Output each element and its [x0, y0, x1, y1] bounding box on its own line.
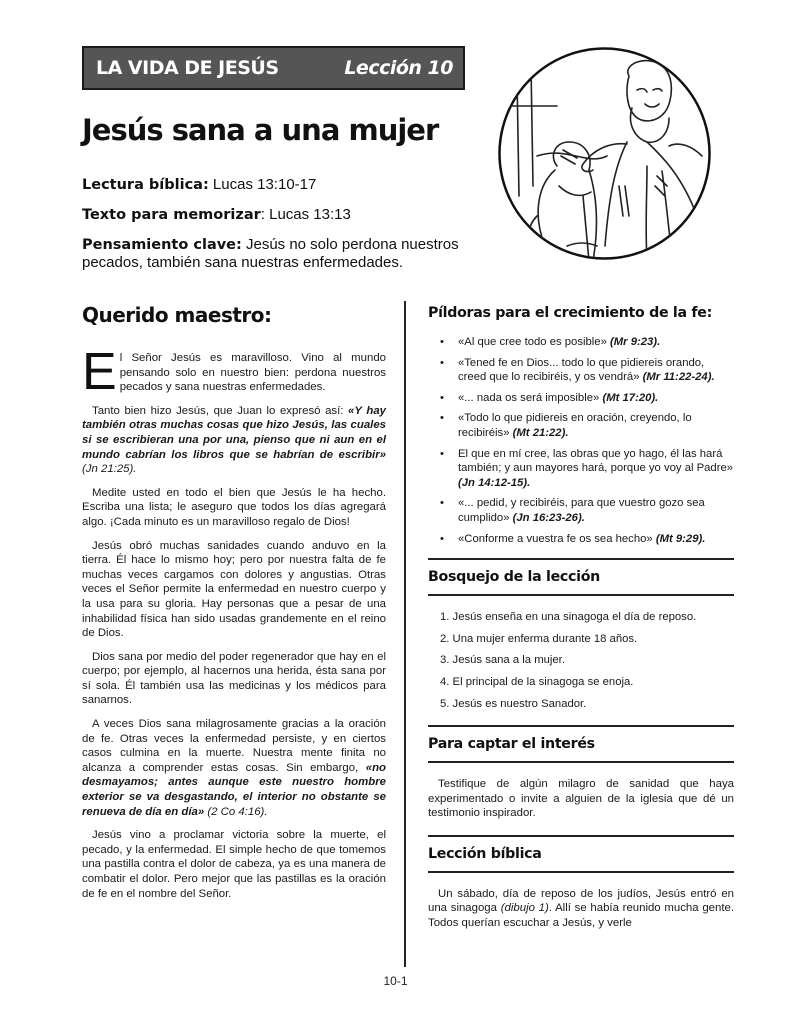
key-thought	[82, 236, 459, 271]
outline-item: 2. Una mujer enferma durante 18 años.	[440, 632, 638, 645]
memory-verse	[82, 206, 351, 224]
key-thought-line-2: pecados, también sana nuestras enfermedades.	[82, 254, 404, 271]
bible-lesson-heading: Lección bíblica	[428, 845, 542, 862]
page-title: Jesús sana a una mujer	[82, 113, 439, 147]
faith-pill-item	[428, 391, 734, 406]
paragraph-6-intro: A veces Dios sana milagrosamente gracias a la oración de fe. Otras veces la enfermedad persiste, y en ciertos casos culmina en la muerte. Nuestra mente finita no alcanza a comprender estas cosas. Sin embargo,	[82, 718, 386, 774]
outline-item: 3. Jesús sana a la mujer.	[440, 654, 565, 667]
bible-lesson-continued: . Allí se había reunido mucha gente. Todos querían escuchar a Jesús, y verle	[428, 902, 734, 930]
faith-pills-heading: Píldoras para el crecimiento de la fe:	[428, 305, 712, 321]
paragraph-1	[82, 343, 386, 401]
faith-pill-text: «Todo lo que pidiereis en oración, creyendo, lo recibiréis»	[458, 412, 692, 439]
series-title: LA VIDA DE JESÚS	[96, 57, 279, 79]
memory-verse-label: Texto para memorizar	[82, 207, 261, 223]
bullet-icon: •	[440, 412, 444, 425]
bible-reading-label: Lectura bíblica:	[82, 177, 209, 193]
section-rule	[428, 871, 734, 873]
faith-pill-ref: (Jn 16:23-26).	[512, 511, 585, 524]
section-rule	[428, 835, 734, 837]
bullet-icon: •	[440, 447, 444, 460]
paragraph-5: Dios sana por medio del poder regenerador que hay en el cuerpo; por ejemplo, al hacernos una herida, ésta sana por sí sola. Él también usa las medicinas y los médicos para sanarnos.	[82, 650, 386, 707]
faith-pill-ref: (Jn 14:12-15).	[458, 476, 531, 489]
faith-pill-item	[428, 532, 734, 547]
teacher-letter-heading: Querido maestro:	[82, 303, 272, 327]
faith-pill-ref: (Mr 9:23).	[609, 336, 661, 348]
bullet-icon: •	[440, 391, 444, 404]
paragraph-2	[82, 404, 386, 477]
faith-pill-item	[428, 447, 734, 491]
faith-pill-ref: (Mr 11:22-24).	[642, 371, 715, 384]
paragraph-7: Jesús vino a proclamar victoria sobre la muerte, el pecado, y la enfermedad. El simple hecho de que tomemos una pastilla contra el dolor de cabeza, ya es una manera de combatir el dolor. Pero mejor que las pastillas es la oración de fe en el nombre del Señor.	[82, 829, 386, 900]
outline-item: 5. Jesús es nuestro Sanador.	[440, 697, 587, 710]
faith-pill-ref: (Mt 9:29).	[655, 532, 706, 545]
lesson-number: Lección 10	[344, 57, 453, 79]
faith-pill-item	[428, 356, 734, 385]
bible-lesson-text	[428, 887, 734, 931]
faith-pill-ref: (Mt 17:20).	[602, 391, 659, 404]
column-divider	[404, 301, 406, 967]
drawing-ref: (dibujo 1)	[500, 902, 549, 915]
interest-heading: Para captar el interés	[428, 736, 595, 753]
outline-item: 1. Jesús enseña en una sinagoga el día de reposo.	[440, 611, 697, 624]
memory-verse-value: : Lucas 13:13	[260, 206, 351, 223]
outline-item: 4. El principal de la sinagoga se enoja.	[440, 675, 634, 688]
paragraph-2-quote: «Y hay también otras muchas cosas que hizo Jesús, las cuales si se escribieran una por una, pienso que ni aun en el mundo cabrían los libros que se habrían de escribir»	[82, 404, 386, 461]
section-rule	[428, 558, 734, 560]
bible-lesson-intro: Un sábado, día de reposo de los judíos, Jesús entró en una sinagoga	[428, 887, 734, 915]
paragraph-6-quote: «no desmayamos; antes aunque este nuestro hombre exterior se va desgastando, el interior no obstante se renueva de día en día»	[82, 761, 386, 818]
paragraph-6-ref: (2 Co 4:16).	[204, 805, 268, 818]
key-thought-label: Pensamiento clave:	[82, 237, 242, 253]
bible-reading	[82, 176, 316, 194]
paragraph-4: Jesús obró muchas sanidades cuando anduvo en la tierra. Él hace lo mismo hoy; pero por nuestra falta de fe muchas veces cargamos con dolores y angustias. Otras veces el Señor permite la enfermedad en nuestro cuerpo y la usa para su gloria. Hay personas que a pesar de una inhabilidad física han sido usadas grandemente en el reino de Dios.	[82, 539, 386, 640]
outline-heading: Bosquejo de la lección	[428, 569, 600, 586]
paragraph-2-intro: Tanto bien hizo Jesús, que Juan lo expresó así:	[92, 404, 349, 417]
paragraph-2-ref: (Jn 21:25).	[82, 463, 137, 476]
bullet-icon: •	[440, 356, 444, 369]
bullet-icon: •	[440, 336, 444, 348]
section-rule	[428, 725, 734, 727]
bullet-icon: •	[440, 497, 444, 510]
paragraph-6	[82, 717, 386, 819]
faith-pill-item	[428, 411, 734, 440]
bullet-icon: •	[440, 532, 444, 545]
faith-pill-item	[428, 335, 734, 350]
jesus-healing-woman-drawing-icon	[497, 46, 712, 261]
faith-pill-text: «... pedid, y recibiréis, para que vuestro gozo sea cumplido»	[458, 497, 705, 524]
paragraph-1-text: l Señor Jesús es maravilloso. Vino al mundo pensando solo en nuestro bien: perdona nuestros pecados y sana nuestras enfermedades.	[119, 352, 386, 394]
faith-pill-text: El que en mí cree, las obras que yo hago, él las hará también; y aun mayores hará, porque yo voy al Padre»	[458, 447, 734, 475]
faith-pill-text: «... nada os será imposible»	[458, 391, 603, 404]
series-banner	[82, 46, 465, 90]
faith-pill-ref: (Mt 21:22).	[512, 426, 569, 439]
faith-pill-text: «Tened fe en Dios... todo lo que pidiereis orando, creed que lo recibiréis, y os vendrá»	[458, 356, 705, 384]
teacher-letter	[82, 303, 386, 910]
sidebar-column	[428, 305, 734, 931]
section-rule	[428, 761, 734, 763]
drop-cap: E	[82, 343, 117, 401]
section-rule	[428, 594, 734, 596]
faith-pill-text: «Conforme a vuestra fe os sea hecho»	[458, 532, 656, 545]
page-number: 10-1	[383, 974, 408, 988]
faith-pill-item	[428, 496, 734, 525]
paragraph-3: Medite usted en todo el bien que Jesús le ha hecho. Escriba una lista; le aseguro que todos los días agregará algo. ¡Cada minuto es un maravilloso regalo de Dios!	[82, 486, 386, 528]
faith-pill-text: «Al que cree todo es posible»	[458, 336, 610, 348]
key-thought-line-1: Jesús no solo perdona nuestros	[241, 236, 459, 253]
lesson-outline-list	[428, 610, 734, 711]
interest-text: Testifique de algún milagro de sanidad que haya experimentado o invite a alguien de la iglesia que dé un testimonio inspirador.	[428, 778, 734, 820]
faith-pills-list	[428, 335, 734, 546]
bible-reading-value: Lucas 13:10-17	[208, 176, 317, 193]
